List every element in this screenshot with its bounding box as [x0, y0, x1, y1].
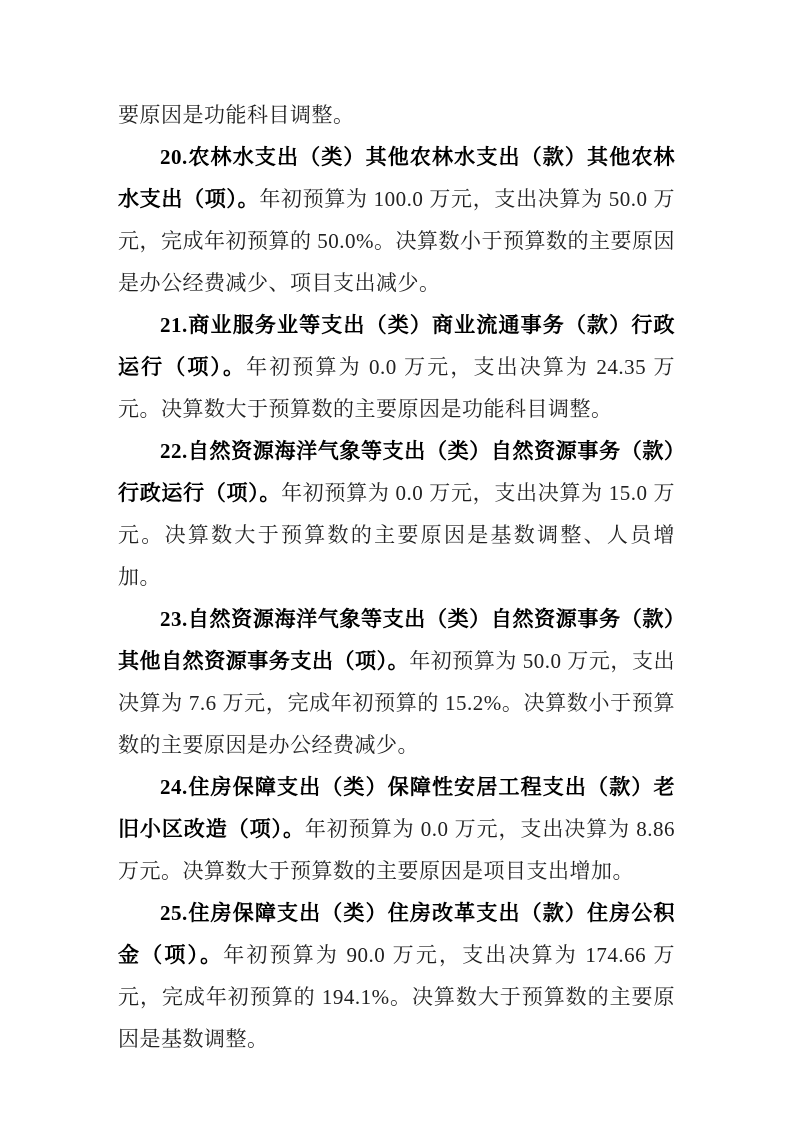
paragraph-continuation [118, 94, 675, 136]
budget-item-paragraph-24 [118, 766, 675, 892]
clause-heading: 21.商业服务业等支出（类）商业流通事务（款）行政运行（项）。 [118, 313, 675, 379]
budget-item-paragraph-25 [118, 892, 675, 1060]
budget-item-paragraph-22 [118, 430, 675, 598]
budget-item-paragraph-23 [118, 598, 675, 766]
budget-item-paragraph-20 [118, 136, 675, 304]
clause-body: 要原因是功能科目调整。 [118, 103, 355, 127]
budget-item-paragraph-21 [118, 304, 675, 430]
clause-body: 年初预算为 0.0 万元，支出决算为 8.86 万元。决算数大于预算数的主要原因是项目支出增加。 [118, 817, 676, 883]
clause-heading: 20.农林水支出（类）其他农林水支出（款）其他农林水支出（项）。 [118, 145, 675, 211]
clause-body: 年初预算为 90.0 万元，支出决算为 174.66 万元，完成年初预算的 194.1%。决算数大于预算数的主要原因是基数调整。 [118, 943, 676, 1051]
clause-heading: 23.自然资源海洋气象等支出（类）自然资源事务（款）其他自然资源事务支出（项）。 [118, 607, 675, 673]
clause-body: 年初预算为 50.0 万元，支出决算为 7.6 万元，完成年初预算的 15.2%。决算数小于预算数的主要原因是办公经费减少。 [118, 649, 676, 757]
clause-body: 年初预算为 0.0 万元，支出决算为 15.0 万元。决算数大于预算数的主要原因是基数调整、人员增加。 [118, 481, 676, 589]
clause-heading: 25.住房保障支出（类）住房改革支出（款）住房公积金（项）。 [118, 901, 675, 967]
clause-heading: 24.住房保障支出（类）保障性安居工程支出（款）老旧小区改造（项）。 [118, 775, 675, 841]
clause-body: 年初预算为 0.0 万元，支出决算为 24.35 万元。决算数大于预算数的主要原因是功能科目调整。 [118, 355, 676, 421]
clause-heading: 22.自然资源海洋气象等支出（类）自然资源事务（款）行政运行（项）。 [118, 439, 675, 505]
clause-body: 年初预算为 100.0 万元，支出决算为 50.0 万元，完成年初预算的 50.0%。决算数小于预算数的主要原因是办公经费减少、项目支出减少。 [118, 187, 675, 295]
